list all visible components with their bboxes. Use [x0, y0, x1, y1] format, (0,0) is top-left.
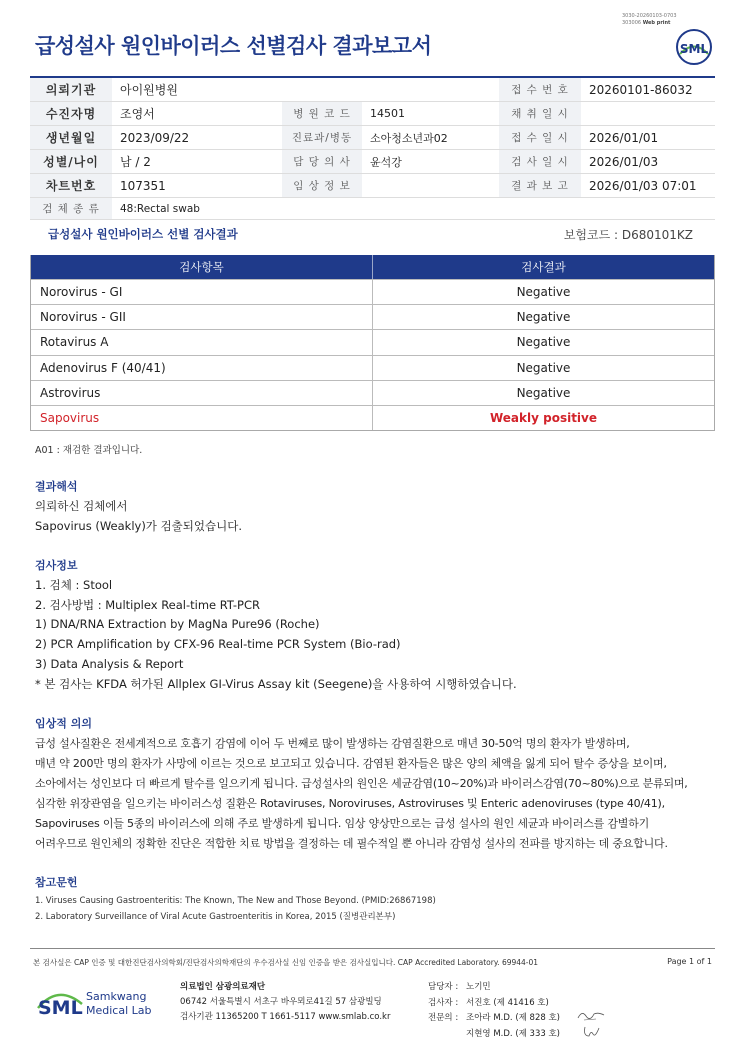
test-result: Negative: [516, 360, 571, 375]
staff-name: 조아라 M.D. (제 828 호): [466, 1013, 561, 1023]
info-value: 2023/09/22: [120, 130, 190, 145]
table-row: [31, 380, 714, 405]
references-body: [35, 893, 725, 925]
table-row: [31, 329, 714, 354]
text-line: 심각한 위장관염을 일으키는 바이러스성 질환은 Rotaviruses, Noroviruses, Astroviruses 및 Enteric adenoviruses (type 40/41),: [35, 797, 665, 810]
staff-role: 검사자 :: [428, 997, 459, 1008]
clinical-body: [35, 734, 725, 854]
foundation-name: 의료법인 삼광의료재단: [180, 982, 266, 992]
table-row-positive: [31, 405, 714, 430]
staff-row: [428, 1011, 560, 1027]
info-row: [30, 150, 715, 174]
svg-text:SML: SML: [38, 997, 83, 1019]
foundation-contact: 검사기관 11365200 T 1661-5117 www.smlab.co.kr: [180, 1012, 391, 1022]
specimen-label: 검 체 종 류: [30, 198, 112, 219]
test-result: Negative: [516, 335, 571, 350]
info-value: 107351: [120, 178, 166, 193]
info-value: [362, 78, 499, 101]
specimen-value: 48:Rectal swab: [120, 202, 200, 215]
info-label: 차트번호: [30, 174, 112, 197]
info-value: 2026/01/03: [589, 154, 659, 169]
test-item: Rotavirus A: [31, 330, 373, 354]
table-row: [31, 279, 714, 304]
info-label: 결 과 보 고: [499, 174, 581, 197]
info-value: 2026/01/03 07:01: [589, 178, 697, 193]
certification-text: 본 검사실은 CAP 인증 및 대한진단검사의학회/진단검사의학재단의 우수검사실 신임 인증을 받은 검사실입니다. CAP Accredited Laboratory. 69944-01: [33, 958, 539, 967]
retest-note: A01 : 재검한 결과입니다.: [35, 445, 143, 456]
text-line: 2) PCR Amplification by CFX-96 Real-time PCR System (Bio-rad): [35, 637, 401, 652]
info-value: 아이원병원: [120, 83, 178, 97]
info-value: 20260101-86032: [589, 82, 693, 97]
text-line: Sapoviruses 이들 5종의 바이러스에 의해 주로 발생하게 됩니다. 임상 양상만으로는 급성 설사의 원인 세균과 바이러스를 감별하기: [35, 817, 650, 830]
web-print-tag: Web print: [642, 20, 671, 26]
staff-name: 지현영 M.D. (제 333 호): [466, 1028, 561, 1039]
col-header-result: 검사결과: [521, 260, 566, 274]
info-value: 조영서: [120, 107, 155, 121]
test-item: Norovirus - GII: [31, 305, 373, 329]
info-value: 소아청소년과02: [370, 131, 448, 145]
table-row: [31, 304, 714, 329]
info-label: 생년월일: [30, 126, 112, 149]
staff-name: 노기민: [466, 982, 491, 992]
signature-icon: [576, 1008, 606, 1022]
report-title: 급성설사 원인바이러스 선별검사 결과보고서: [35, 34, 432, 58]
info-label: 수진자명: [30, 102, 112, 125]
test-result: Negative: [516, 285, 571, 300]
references-heading: 참고문헌: [35, 876, 78, 889]
info-row: [30, 174, 715, 198]
staff-role: 담당자 :: [428, 982, 459, 992]
test-result-positive: Weakly positive: [489, 411, 598, 426]
staff-row: [428, 996, 560, 1012]
staff-name: 서진호 (제 41416 호): [466, 997, 549, 1008]
info-row: [30, 78, 715, 102]
info-value: 2026/01/01: [589, 130, 659, 145]
doc-code-2: 303006: [622, 20, 642, 26]
info-label: 검 사 일 시: [499, 150, 581, 173]
page-number: Page 1 of 1: [667, 957, 712, 966]
patient-info-table: [30, 76, 715, 220]
text-line: 의뢰하신 검체에서: [35, 499, 128, 513]
text-line: Sapovirus (Weakly)가 검출되었습니다.: [35, 518, 242, 533]
staff-role: [428, 1027, 466, 1043]
info-value: 남 / 2: [120, 155, 151, 169]
signature-icon: [581, 1024, 603, 1040]
clinical-heading: 임상적 의의: [35, 717, 92, 730]
test-info-body: [35, 576, 725, 694]
test-result: Negative: [516, 310, 571, 325]
reference-line: 2. Laboratory Surveillance of Viral Acute Gastroenteritis in Korea, 2015 (질병관리본부): [35, 912, 396, 922]
specimen-row: [30, 198, 715, 220]
results-section-header: [30, 226, 715, 243]
staff-row: [428, 1027, 560, 1043]
document-codes: [622, 13, 702, 27]
info-label: 병 원 코 드: [282, 102, 362, 125]
info-label: 의뢰기관: [30, 78, 112, 101]
test-result: Negative: [516, 385, 571, 400]
interpretation-body: [35, 497, 725, 536]
foundation-info: [180, 980, 390, 1025]
staff-row: [428, 980, 560, 996]
test-item: Sapovirus: [31, 406, 373, 430]
test-item: Norovirus - GI: [31, 280, 373, 304]
info-label: 진료과/병동: [282, 126, 362, 149]
info-label: 임 상 정 보: [282, 174, 362, 197]
info-value: 윤석강: [370, 155, 402, 169]
reference-line: 1. Viruses Causing Gastroenteritis: The Known, The New and Those Beyond. (PMID:26867198): [35, 896, 436, 906]
test-item: Adenovirus F (40/41): [31, 356, 373, 380]
text-line: 어려우므로 원인체의 정확한 진단은 적합한 치료 방법을 결정하는 데 필수적일 뿐 아니라 감염성 설사의 전파를 방지하는 데 중요합니다.: [35, 837, 668, 850]
interpretation-heading: 결과해석: [35, 480, 78, 493]
text-line: 1. 검체 : Stool: [35, 578, 113, 592]
footer-divider: [30, 948, 715, 949]
results-header: [31, 255, 714, 279]
svg-text:Samkwang: Samkwang: [86, 990, 147, 1003]
info-value: 14501: [370, 107, 405, 120]
info-row: [30, 126, 715, 150]
info-label: [282, 78, 362, 101]
results-section-title: 급성설사 원인바이러스 선별 검사결과: [48, 227, 238, 241]
text-line: 매년 약 200만 명의 환자가 사망에 이르는 것으로 보고되고 있습니다. 감염된 환자들은 많은 양의 체액을 잃게 되어 탈수 증상을 보이며,: [35, 757, 667, 770]
info-value: [362, 174, 499, 197]
info-label: 접 수 번 호: [499, 78, 581, 101]
info-row: [30, 102, 715, 126]
text-line: 1) DNA/RNA Extraction by MagNa Pure96 (Roche): [35, 617, 320, 632]
foundation-address: 06742 서울특별시 서초구 바우뫼로41길 57 삼광빌딩: [180, 997, 382, 1007]
test-item: Astrovirus: [31, 381, 373, 405]
col-header-item: 검사항목: [31, 255, 373, 279]
staff-role: 전문의 :: [428, 1013, 459, 1023]
info-label: 성별/나이: [30, 150, 112, 173]
svg-text:SML: SML: [679, 42, 709, 56]
results-table: [30, 255, 715, 431]
doc-code-1: 3030-20260103-0703: [622, 13, 677, 19]
info-label: 접 수 일 시: [499, 126, 581, 149]
insurance-code: 보험코드 : D680101KZ: [563, 228, 693, 242]
samkwang-logo-icon: [36, 978, 156, 1022]
info-label: 담 당 의 사: [282, 150, 362, 173]
svg-text:Medical Lab: Medical Lab: [86, 1004, 152, 1017]
text-line: 소아에서는 성인보다 더 빠르게 탈수를 일으키게 됩니다. 급성설사의 원인은 세균감염(10~20%)과 바이러스감염(70~80%)으로 분류되며,: [35, 777, 688, 790]
info-label: 채 취 일 시: [499, 102, 581, 125]
info-value: [581, 102, 715, 125]
text-line: 급성 설사질환은 전세계적으로 호흡기 감염에 이어 두 번째로 많이 발생하는 감염질환으로 매년 30-50억 명의 환자가 발생하며,: [35, 737, 630, 750]
text-line: 3) Data Analysis & Report: [35, 656, 184, 671]
staff-info: [428, 980, 560, 1042]
text-line: * 본 검사는 KFDA 허가된 Allplex GI-Virus Assay kit (Seegene)을 사용하여 시행하였습니다.: [35, 676, 517, 691]
text-line: 2. 검사방법 : Multiplex Real-time RT-PCR: [35, 597, 260, 612]
table-row: [31, 355, 714, 380]
test-info-heading: 검사정보: [35, 559, 78, 572]
sml-logo-icon: [674, 27, 714, 67]
